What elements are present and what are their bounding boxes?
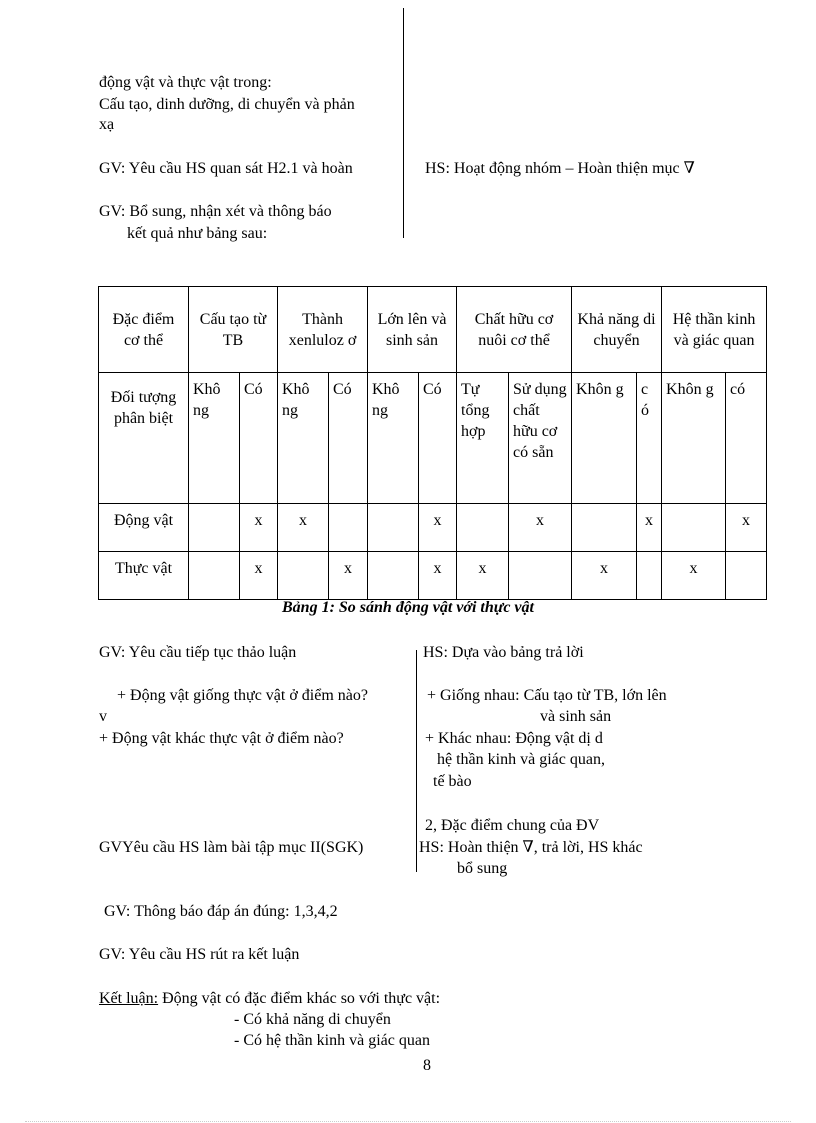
column-header: Lớn lên và sinh sản [368,287,457,373]
answer: và sinh sản [540,708,612,725]
table-cell [572,504,637,552]
conclusion-text: Động vật có đặc điểm khác so với thực vật: [158,990,441,1007]
table-cell: x [457,552,509,600]
hs-activity: bổ sung [457,860,508,877]
text-line: kết quả như bảng sau: [127,225,268,242]
table-cell [509,552,572,600]
column-header: Thành xenluloz ơ [278,287,368,373]
section-heading: 2, Đặc điểm chung của ĐV [425,817,600,834]
table-caption: Bảng 1: So sánh động vật với thực vật [282,599,534,616]
subheader-cell: Khôn g [572,373,637,504]
subheader-cell: Sử dụng chất hữu cơ có sẵn [509,373,572,504]
row-label: Động vật [99,504,189,552]
comparison-table [98,286,767,600]
subheader-cell: có [726,373,767,504]
answer: + Giống nhau: Cấu tạo từ TB, lớn lên [427,687,667,704]
table-cell [278,552,329,600]
gv-instruction: GV: Yêu cầu tiếp tục thảo luận [99,644,297,661]
table-cell: x [509,504,572,552]
text-line: xạ [99,116,115,133]
table-subheader-row [99,373,767,504]
column-divider-middle [416,650,417,872]
gv-instruction: GV: Yêu cầu HS rút ra kết luận [99,946,300,963]
text-line: động vật và thực vật trong: [99,74,272,91]
question: + Động vật khác thực vật ở điểm nào? [99,730,344,747]
table-cell [637,552,662,600]
table-header-row [99,287,767,373]
answer: tế bào [433,773,472,790]
bullet-item: - Có hệ thần kinh và giác quan [234,1032,430,1049]
column-header: Khả năng di chuyển [572,287,662,373]
row-label: Thực vật [99,552,189,600]
subheader-cell: Khô ng [189,373,240,504]
subheader-cell: Có [240,373,278,504]
table-cell: x [419,504,457,552]
question: + Động vật giống thực vật ở điểm nào? [117,687,368,704]
subheader-cell: Có [419,373,457,504]
column-header: Cấu tạo từ TB [189,287,278,373]
table-cell: x [419,552,457,600]
gv-instruction: GV: Yêu cầu HS quan sát H2.1 và hoàn [99,160,353,177]
gv-instruction: GVYêu cầu HS làm bài tập mục II(SGK) [99,839,364,856]
table-cell: x [240,552,278,600]
column-header: Hệ thần kinh và giác quan [662,287,767,373]
table-cell [189,552,240,600]
subheader-cell: Khô ng [368,373,419,504]
table-cell: x [572,552,637,600]
subheader-cell: Khôn g [662,373,726,504]
table-cell [368,552,419,600]
conclusion-label: Kết luận: [99,990,159,1007]
table-row [99,552,767,600]
corner-subheader: Đối tượng phân biệt [99,373,189,504]
gv-instruction: GV: Thông báo đáp án đúng: 1,3,4,2 [104,903,338,920]
table-row [99,504,767,552]
corner-header: Đặc điểm cơ thể [99,287,189,373]
table-cell [368,504,419,552]
table-cell [726,552,767,600]
gv-instruction: GV: Bổ sung, nhận xét và thông báo [99,203,332,220]
table-cell: x [278,504,329,552]
table-cell [329,504,368,552]
answer: hệ thần kinh và giác quan, [437,751,605,768]
column-divider-top [403,8,404,238]
bullet-item: - Có khả năng di chuyển [234,1011,391,1028]
conclusion [99,989,440,1009]
table-cell: x [726,504,767,552]
table-cell [457,504,509,552]
table-cell: x [240,504,278,552]
table-cell [662,504,726,552]
table-cell: x [637,504,662,552]
page-number: 8 [423,1057,431,1074]
answer: + Khác nhau: Động vật dị d [425,730,603,747]
table-cell: x [662,552,726,600]
text-fragment: v [99,708,107,725]
subheader-cell: c ó [637,373,662,504]
hs-activity: HS: Hoạt động nhóm – Hoàn thiện mục ∇ [425,160,695,177]
subheader-cell: Tự tổng hợp [457,373,509,504]
table-cell [189,504,240,552]
subheader-cell: Có [329,373,368,504]
table-cell: x [329,552,368,600]
hs-activity: HS: Dựa vào bảng trả lời [423,644,584,661]
column-header: Chất hữu cơ nuôi cơ thể [457,287,572,373]
subheader-cell: Khô ng [278,373,329,504]
text-line: Cấu tạo, dinh dưỡng, di chuyển và phản [99,96,355,113]
page-bottom-border [25,1121,791,1122]
hs-activity: HS: Hoàn thiện ∇, trả lời, HS khác [419,839,643,856]
